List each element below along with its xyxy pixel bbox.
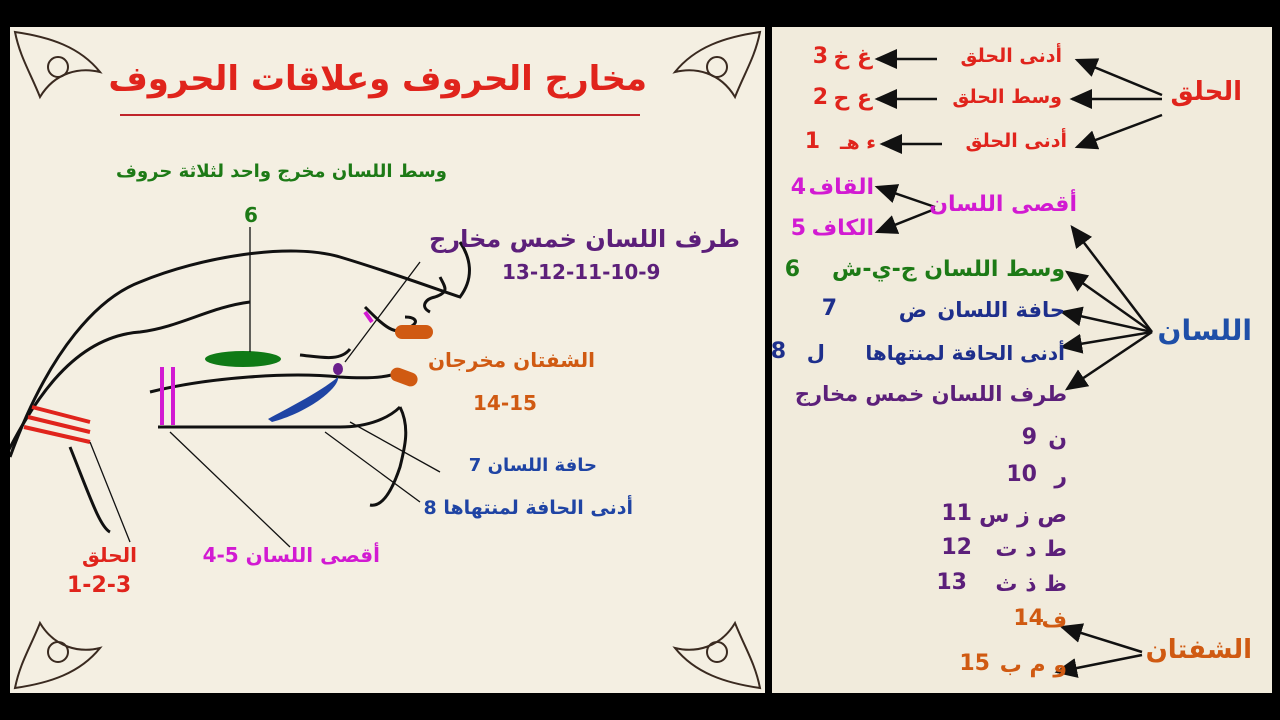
throat-row-label: أدنى الحلق bbox=[965, 130, 1067, 152]
throat-row-number: 2 bbox=[812, 85, 828, 110]
tongue-tip-heading: طرف اللسان خمس مخارج bbox=[428, 225, 740, 253]
tongue-edge-label: حافة اللسان 7 bbox=[468, 455, 597, 476]
far-tongue-row-text: الكاف bbox=[811, 216, 874, 241]
corner-ornament-top-right bbox=[675, 32, 760, 97]
lips-row-letters: ف bbox=[1041, 608, 1067, 633]
tongue-edge-mark bbox=[268, 377, 338, 422]
diagram-panel bbox=[10, 27, 765, 693]
lower-lip-mark bbox=[388, 366, 419, 389]
tip-row-number: 13 bbox=[936, 570, 967, 595]
tip-row-letters: ر bbox=[1054, 464, 1067, 489]
tip-row-number: 10 bbox=[1006, 462, 1037, 487]
lower-edge-label: أدنى الحافة لمنتهاها 8 bbox=[423, 497, 633, 519]
throat-numbers: 1-2-3 bbox=[67, 573, 132, 598]
mid-tongue-number: 6 bbox=[244, 203, 258, 227]
far-tongue-row-number: 5 bbox=[790, 216, 806, 241]
corner-ornament-top-left bbox=[15, 32, 100, 97]
tongue-row-number: 7 bbox=[821, 296, 837, 321]
throat-row-label: أدنى الحلق bbox=[960, 45, 1062, 67]
tip-row-number: 9 bbox=[1021, 425, 1037, 450]
letters-panel bbox=[772, 27, 1272, 693]
throat-group-label: الحلق bbox=[1170, 77, 1242, 107]
tip-row-number: 11 bbox=[941, 501, 972, 526]
tongue-tip-mark bbox=[333, 363, 343, 375]
tongue-row-text: أدنى الحافة لمنتهاها bbox=[865, 341, 1065, 365]
far-tongue-label: أقصى اللسان 5-4 bbox=[202, 543, 380, 567]
lips-row-letters: و م ب bbox=[999, 653, 1067, 678]
tip-row-number: 12 bbox=[941, 535, 972, 560]
tip-row-letters: ظ ذ ث bbox=[995, 572, 1067, 597]
far-tongue-row-number: 4 bbox=[790, 175, 806, 200]
tip-row-letters: ن bbox=[1048, 427, 1067, 452]
lips-group-label: الشفتان bbox=[1145, 635, 1252, 665]
corner-ornament-bottom-left bbox=[15, 623, 100, 688]
tongue-row-letter: ض bbox=[898, 298, 927, 322]
tongue-row-text: وسط اللسان ج-ي-ش bbox=[831, 257, 1065, 282]
lips-row-number: 14 bbox=[1013, 606, 1044, 631]
upper-lip-mark bbox=[395, 325, 433, 339]
tongue-group-label: اللسان bbox=[1157, 314, 1252, 347]
corner-ornament-bottom-right bbox=[675, 623, 760, 688]
far-tongue-group-label: أقصى اللسان bbox=[929, 192, 1077, 217]
lips-row-number: 15 bbox=[959, 651, 990, 676]
throat-row-number: 1 bbox=[804, 129, 820, 154]
throat-row-label: وسط الحلق bbox=[952, 86, 1062, 108]
throat-row-number: 3 bbox=[812, 44, 828, 69]
mid-tongue-note: وسط اللسان مخرج واحد لثلاثة حروف bbox=[116, 161, 447, 182]
tongue-row-text: طرف اللسان خمس مخارج bbox=[794, 382, 1067, 406]
mid-tongue-mark bbox=[205, 351, 281, 367]
tongue-row-number: 8 bbox=[770, 339, 786, 364]
tongue-tip-numbers: 13-12-11-10-9 bbox=[502, 260, 661, 284]
head-diagram bbox=[10, 242, 469, 532]
tongue-row-text: حافة اللسان bbox=[937, 298, 1065, 322]
lips-heading: الشفتان مخرجان bbox=[427, 348, 595, 372]
tongue-row-number: 6 bbox=[784, 257, 800, 282]
throat-label: الحلق bbox=[82, 543, 137, 567]
throat-row-letters: ء هـ bbox=[840, 132, 876, 154]
tip-row-letters: ص ز س bbox=[979, 503, 1067, 528]
page-title: مخارج الحروف وعلاقات الحروف bbox=[108, 59, 647, 99]
throat-row-letters: ع ح bbox=[833, 86, 872, 111]
tongue-row-letter: ل bbox=[806, 341, 825, 365]
tip-row-letters: ط د ت bbox=[995, 537, 1067, 562]
throat-row-letters: غ خ bbox=[833, 45, 872, 70]
lips-numbers: 14-15 bbox=[473, 391, 537, 415]
far-tongue-row-text: القاف bbox=[808, 175, 874, 200]
